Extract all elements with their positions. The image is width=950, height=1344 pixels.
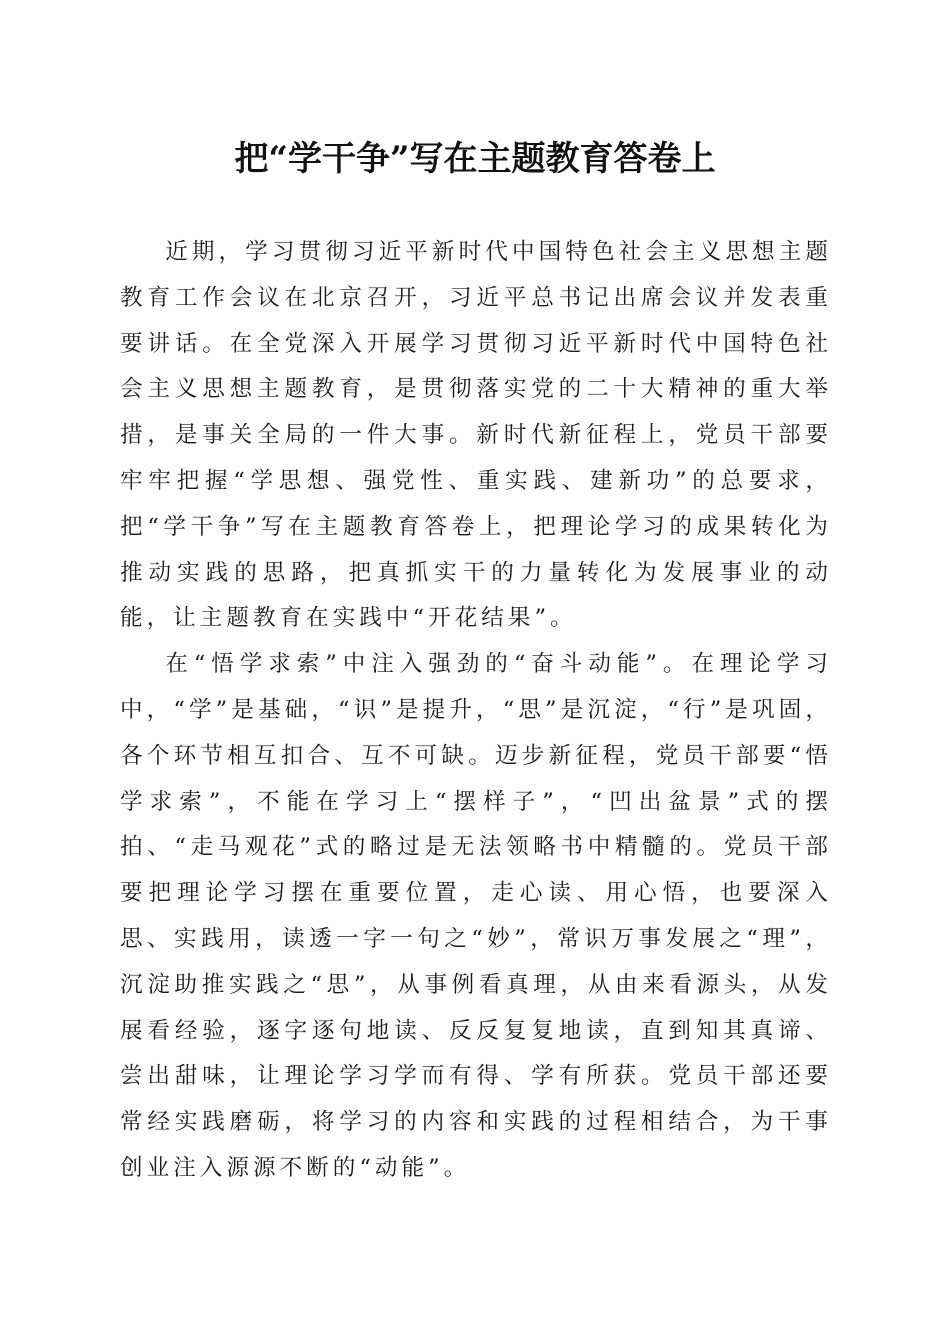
paragraph-1: 近期，学习贯彻习近平新时代中国特色社会主义思想主题教育工作会议在北京召开，习近平总书记出席会议并发表重要讲话。在全党深入开展学习贯彻习近平新时代中国特色社会主义思想主题教育，是贯彻落实党的二十大精神的重大举措，是事关全局的一件大事。新时代新征程上，党员干部要牢牢把握“学思想、强党性、重实践、建新功”的总要求，把“学干争”写在主题教育答卷上，把理论学习的成果转化为推动实践的思路，把真抓实干的力量转化为发展事业的动能，让主题教育在实践中“开花结果”。 [120,239,832,632]
document-body [120,230,832,1192]
document-title: 把“学干争”写在主题教育答卷上 [234,139,716,179]
paragraph-2: 在“悟学求索”中注入强劲的“奋斗动能”。在理论学习中，“学”是基础，“识”是提升，“思”是沉淀，“行”是巩固，各个环节相互扣合、互不可缺。迈步新征程，党员干部要“悟学求索”，不能在学习上“摆样子”，“凹出盆景”式的摆拍、“走马观花”式的略过是无法领略书中精髓的。党员干部要把理论学习摆在重要位置，走心读、用心悟，也要深入思、实践用，读透一字一句之“妙”，常识万事发展之“理”，沉淀助推实践之“思”，从事例看真理，从由来看源头，从发展看经验，逐字逐句地读、反反复复地读，直到知其真谛、尝出甜味，让理论学习学而有得、学有所获。党员干部还要常经实践磨砺，将学习的内容和实践的过程相结合，为干事创业注入源源不断的“动能”。 [120,651,832,1181]
